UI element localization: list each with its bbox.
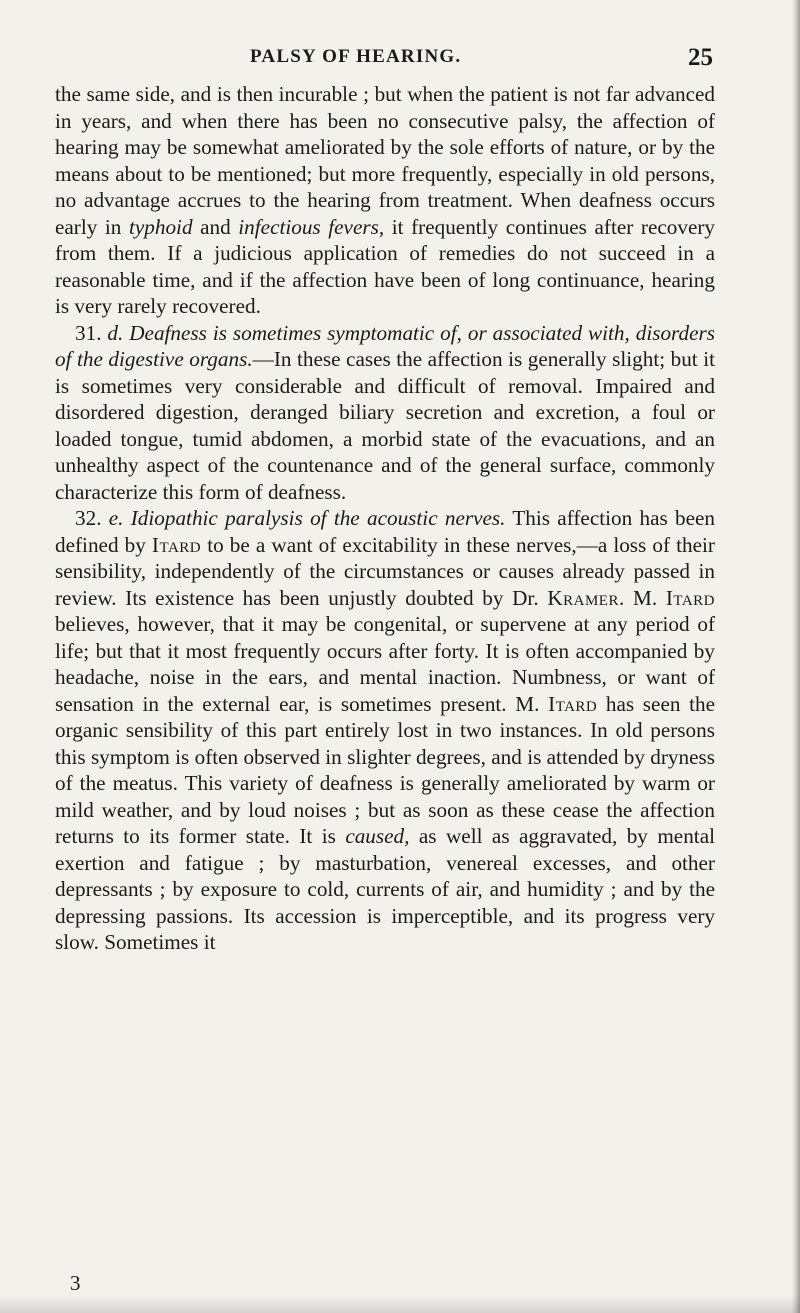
author-name: Kramer: [547, 585, 619, 610]
body-text: [55, 81, 715, 956]
signature-mark: 3: [70, 1271, 81, 1295]
author-name: Itard: [548, 691, 598, 716]
emphasis-typhoid: typhoid: [128, 214, 193, 239]
page-number: 25: [688, 44, 713, 71]
section-heading: d. Deafness is sometimes symptomatic of, or associated with, disorders of the digestive organs.: [55, 320, 716, 371]
section-31: 31. d. Deafness is sometimes symptomatic of, or associated with, disorders of the digestive organs.—In these cases the affection is generally slight; but it is sometimes very considerable and difficult of removal. Impaired and disordered digestion, deranged biliary secretion and excretion, a foul or loaded tongue, tumid abdomen, a morbid state of the evacuations, and an unhealthy aspect of the countenance and of the general surface, commonly characterize this form of deafness.: [55, 320, 716, 504]
running-header: PALSY OF HEARING.: [250, 46, 462, 67]
section-32: 32. e. Idiopathic paralysis of the acoustic nerves. This affection has been defined by Itard to be a want of excitability in these nerves,—a loss of their sensibility, independently of the circumstances or causes already passed in review. Its existence has been unjustly doubted by Dr. Kramer. M. Itard believes, however, that it may be congenital, or supervene at any period of life; but that it most frequently occurs after forty. It is often accompanied by headache, noise in the ears, and mental inaction. Numbness, or want of sensation in the external ear, is sometimes present. M. Itard has seen the organic sensibility of this part entirely lost in two instances. In old persons this symptom is often observed in slighter degrees, and is attended by dryness of the meatus. This variety of deafness is generally ameliorated by warm or mild weather, and by loud noises ; but as soon as these cease the affection returns to its former state. It is caused, as well as aggravated, by mental exertion and fatigue ; by masturbation, venereal excesses, and other depressants ; by exposure to cold, currents of air, and humidity ; and by the depressing passions. Its accession is imperceptible, and its progress very slow. Sometimes it: [55, 506, 716, 954]
section-number: 31.: [75, 320, 108, 345]
page-edge-shadow: [792, 0, 800, 1313]
page-bottom-shadow: [0, 1295, 800, 1313]
author-name: Itard: [665, 585, 716, 610]
emphasis-caused: caused,: [345, 824, 410, 848]
emphasis-infectious-fevers: infectious fevers,: [238, 214, 385, 239]
section-heading: e. Idiopathic paralysis of the acoustic nerves.: [108, 506, 506, 530]
section-number: 32.: [75, 506, 109, 530]
author-name: Itard: [151, 532, 202, 557]
paragraph-continuation: the same side, and is then incurable ; but when the patient is not far advanced in years, and when there has been no consecutive palsy, the affection of hearing may be somewhat ameliorated by the sole efforts of nature, or by the means about to be mentioned; but more frequently, especially in old persons, no advantage accrues to the hearing from treatment. When deafness occurs early in typhoid and infectious fevers, it frequently continues after recovery from them. If a judicious application of remedies do not succeed in a reasonable time, and if the affection have been of long continuance, hearing is very rarely recovered.: [55, 82, 715, 318]
